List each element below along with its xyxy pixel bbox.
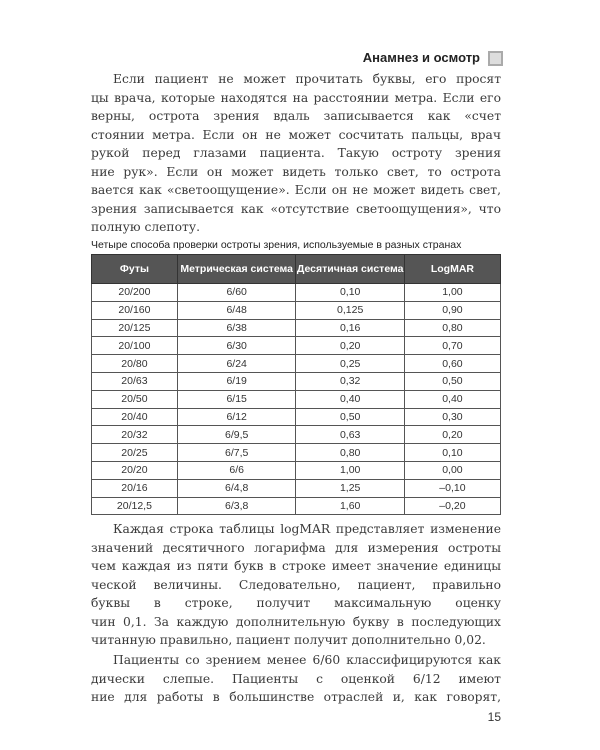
table-cell: 20/50: [92, 390, 178, 408]
text-line-content: значений десятичного логарифма для измерения остроты: [91, 540, 501, 555]
table-cell: 20/63: [92, 372, 178, 390]
table-cell: 20/25: [92, 444, 178, 462]
table-cell: 0,80: [296, 444, 404, 462]
table-row: [92, 426, 501, 444]
text-line: [91, 539, 501, 558]
text-line-content: полную слепоту.: [91, 220, 200, 234]
table-cell: 6/48: [177, 301, 296, 319]
column-header: Метрическая система: [177, 255, 296, 284]
table-cell: 6/19: [177, 372, 296, 390]
text-line-content: ческой величины. Следовательно, пациент, правильно: [91, 577, 501, 592]
table-cell: 0,70: [404, 337, 500, 355]
table-cell: 6/38: [177, 319, 296, 337]
table-cell: 0,80: [404, 319, 500, 337]
table-cell: 1,00: [404, 284, 500, 302]
table-cell: 0,125: [296, 301, 404, 319]
table-cell: 0,50: [296, 408, 404, 426]
text-line-content: ние для работы в большинстве отраслей и, как говорят,: [91, 690, 501, 704]
text-line-content: верны, острота зрения вдаль записывается как «счет: [91, 109, 501, 123]
text-line: [91, 144, 501, 163]
visual-acuity-table: [91, 254, 501, 515]
table-cell: 1,00: [296, 461, 404, 479]
table-header-row: [92, 255, 501, 284]
text-line-content: ние рук». Если он может видеть только свет, то острота: [91, 164, 501, 179]
text-line: [91, 651, 501, 670]
text-line: [91, 688, 501, 707]
table-cell: 0,90: [404, 301, 500, 319]
table-row: [92, 355, 501, 373]
table-cell: 6/3,8: [177, 497, 296, 515]
text-line-content: зрения записывается как «отсутствие светоощущения», что: [91, 201, 501, 216]
table-row: [92, 408, 501, 426]
table-cell: 20/125: [92, 319, 178, 337]
table-cell: 6/4,8: [177, 479, 296, 497]
table-cell: 20/160: [92, 301, 178, 319]
table-cell: –0,10: [404, 479, 500, 497]
table-row: [92, 319, 501, 337]
text-line: [91, 670, 501, 689]
text-line-content: Пациенты со зрением менее 6/60 классифицируются как: [113, 653, 501, 667]
text-line: [91, 613, 501, 632]
text-line: [91, 163, 501, 182]
table-row: [92, 461, 501, 479]
table-row: [92, 497, 501, 515]
text-line-content: чин 0,1. За каждую дополнительную букву в последующих: [91, 614, 501, 629]
paragraph-1: [91, 70, 501, 237]
table-cell: 1,25: [296, 479, 404, 497]
table-cell: 0,10: [404, 444, 500, 462]
table-cell: 0,32: [296, 372, 404, 390]
table-cell: 0,20: [404, 426, 500, 444]
table-row: [92, 284, 501, 302]
table-cell: 0,00: [404, 461, 500, 479]
table-cell: 0,25: [296, 355, 404, 373]
table-cell: 0,10: [296, 284, 404, 302]
text-line-content: Если пациент не может прочитать буквы, его просят: [113, 72, 501, 86]
table-cell: 6/30: [177, 337, 296, 355]
text-line: [91, 107, 501, 126]
text-line-content: Каждая строка таблицы logMAR представляет изменение: [113, 522, 501, 536]
column-header: Футы: [92, 255, 178, 284]
running-header: Анамнез и осмотр: [362, 50, 480, 65]
text-line-content: читанную правильно, пациент получит дополнительно 0,02.: [91, 633, 486, 647]
table-row: [92, 301, 501, 319]
table-cell: 0,63: [296, 426, 404, 444]
table-cell: 0,50: [404, 372, 500, 390]
table-row: [92, 337, 501, 355]
table-row: [92, 479, 501, 497]
table-cell: 1,60: [296, 497, 404, 515]
table-cell: 0,60: [404, 355, 500, 373]
table-cell: 20/80: [92, 355, 178, 373]
text-line-content: рукой перед глазами пациента. Такую остроту зрения: [91, 146, 501, 160]
table-cell: 6/7,5: [177, 444, 296, 462]
text-line-content: вается как «светоощущение». Если он не может видеть свет,: [91, 183, 501, 197]
table-row: [92, 390, 501, 408]
table-cell: 20/100: [92, 337, 178, 355]
text-line: [91, 576, 501, 595]
text-line: [91, 200, 501, 219]
text-line: [91, 631, 501, 650]
table-cell: 20/20: [92, 461, 178, 479]
column-header: LogMAR: [404, 255, 500, 284]
table-cell: 20/200: [92, 284, 178, 302]
text-line-content: цы врача, которые находятся на расстоянии метра. Если его: [91, 90, 501, 105]
text-line: [91, 218, 501, 237]
table-cell: 6/6: [177, 461, 296, 479]
text-line: [91, 181, 501, 200]
text-line: [91, 70, 501, 89]
text-line-content: чем каждая из пяти букв в строке имеет значение единицы: [91, 559, 501, 573]
table-row: [92, 372, 501, 390]
table-cell: 6/15: [177, 390, 296, 408]
text-line-content: дически слепые. Пациенты с оценкой 6/12 имеют: [91, 671, 501, 686]
table-cell: 20/32: [92, 426, 178, 444]
table-cell: 0,40: [404, 390, 500, 408]
text-line: [91, 594, 501, 613]
paragraph-2: [91, 520, 501, 650]
table-cell: 6/60: [177, 284, 296, 302]
table-caption: Четыре способа проверки остроты зрения, используемые в разных странах: [91, 239, 462, 251]
table-cell: –0,20: [404, 497, 500, 515]
text-line-content: буквы в строке, получит максимальную оценку: [91, 596, 501, 610]
text-line: [91, 557, 501, 576]
table-cell: 0,20: [296, 337, 404, 355]
text-line: [91, 520, 501, 539]
table-cell: 20/12,5: [92, 497, 178, 515]
square-marker-icon: [488, 51, 503, 66]
paragraph-3: [91, 651, 501, 707]
table-cell: 20/16: [92, 479, 178, 497]
table-row: [92, 444, 501, 462]
text-line: [91, 89, 501, 108]
table-cell: 6/12: [177, 408, 296, 426]
table-cell: 0,30: [404, 408, 500, 426]
page-number: 15: [487, 710, 501, 724]
column-header: Десятичная система: [296, 255, 404, 284]
table-cell: 0,40: [296, 390, 404, 408]
text-line: [91, 126, 501, 145]
text-line-content: стоянии метра. Если он не может сосчитать пальцы, врач: [91, 127, 501, 142]
table-cell: 6/9,5: [177, 426, 296, 444]
table-cell: 6/24: [177, 355, 296, 373]
table-cell: 0,16: [296, 319, 404, 337]
table-cell: 20/40: [92, 408, 178, 426]
